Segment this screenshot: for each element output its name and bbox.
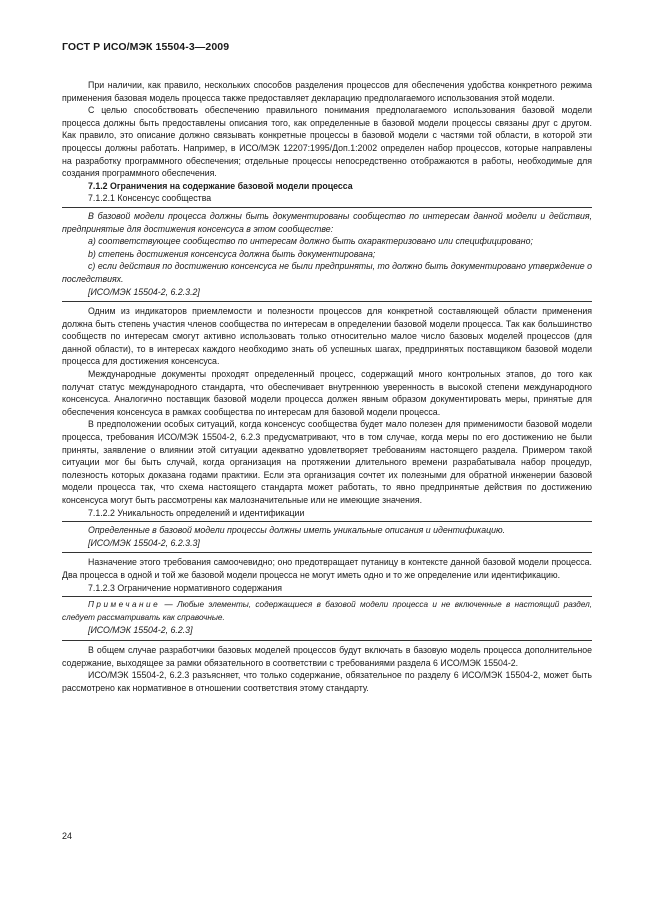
paragraph: Назначение этого требования самоочевидно; оно предотвращает путаницу в контексте данной базовой модели процесса. Два процесса в одной и той же базовой модели процесса не могут иметь одно и то же определение или идентификацию. (62, 557, 592, 580)
requirement-item: b) степень достижения консенсуса должна быть документирована; (88, 248, 376, 259)
requirement-item: a) соответствующее сообщество по интересам должно быть охарактеризовано или специфицировано; (88, 236, 533, 247)
requirement-text: В базовой модели процесса должны быть документированы сообщество по интересам данной модели и действия, предпринятые для достижения консенсуса в этом сообществе: (62, 210, 592, 234)
requirement-reference: [ИСО/МЭК 15504-2, 6.2.3.2] (88, 286, 200, 297)
paragraph: В общем случае разработчики базовых моделей процессов будут включать в базовую модель процесса дополнительное содержание, выходящее за рамки обязательного в соответствии с требованиями раздела 6 ИСО/МЭК 15504-2. (62, 644, 592, 668)
section-heading-7-1-2: 7.1.2 Ограничения на содержание базовой модели процесса (88, 180, 353, 191)
subsection-heading-7-1-2-2: 7.1.2.2 Уникальность определений и идентификации (88, 507, 305, 518)
page-number: 24 (62, 831, 73, 841)
note (62, 599, 592, 624)
note-text: — Любые элементы, содержащиеся в базовой модели процесса и не включенные в настоящий раздел, следует рассматривать как справочные. (62, 600, 592, 622)
paragraph: С целью способствовать обеспечению правильного понимания предполагаемого использования базовой модели процесса должны быть предоставлены описания того, как определенные в базовой модели процессы связаны друг с другом. Как правило, это описание должно связывать конкретные процессы в базовой модели с частями той области, в которой эти процессы должны работать. Например, в ИСО/МЭК 12207:1995/Доп.1:2002 определен набор процессов, которые направлены на разработку программного обеспечения; отдельные процессы непосредственно отображаются в работы, необходимые для создания программного обеспечения. (62, 105, 592, 179)
subsection-heading-7-1-2-3: 7.1.2.3 Ограничение нормативного содержания (88, 582, 283, 593)
requirement-box (62, 207, 592, 302)
paragraph: Международные документы проходят определенный процесс, содержащий много контрольных этапов, до того как получат статус международного стандарта, что обеспечивает внутреннюю уверенность в высокой степени международного консенсуса. Аналогично поставщик базовой модели процесса должен явным образом документировать меры, принятые для обеспечения консенсуса в рамках сообщества по интересам для базовой модели процесса. (62, 369, 592, 417)
requirement-reference: [ИСО/МЭК 15504-2, 6.2.3] (88, 625, 193, 636)
requirement-text: Определенные в базовой модели процессы должны иметь уникальные описания и идентификацию. (88, 525, 506, 536)
requirement-reference: [ИСО/МЭК 15504-2, 6.2.3.3] (88, 537, 200, 548)
page-body (62, 79, 592, 694)
paragraph: При наличии, как правило, нескольких способов разделения процессов для обеспечения удобства конкретного режима применения базовая модель процесса также предоставляет декларацию предполагаемого использования этой модели. (62, 80, 592, 103)
requirement-item: c) если действия по достижению консенсуса не были предприняты, то должно быть документировано утверждение о последствиях. (62, 261, 592, 284)
note-label: Примечание (88, 600, 161, 610)
subsection-heading-7-1-2-1: 7.1.2.1 Консенсус сообщества (88, 193, 212, 204)
paragraph: ИСО/МЭК 15504-2, 6.2.3 разъясняет, что только содержание, обязательное по разделу 6 ИСО/МЭК 15504-2, может быть рассмотрено как нормативное в отношении соответствия этому стандарту. (62, 670, 592, 693)
paragraph: Одним из индикаторов приемлемости и полезности процессов для конкретной составляющей области применения должна быть степень участия членов сообщества по интересам в определении базовой модели процесса. Так как большинство сообществ по интересам смогут активно использовать только относительно малое число базовых моделей процессов (для данной области), то в интересах каждого необходимо знать об успешных шагах, предпринятых поставщиком базовой модели процесса для достижения консенсуса. (62, 306, 592, 367)
requirement-box (62, 521, 592, 553)
paragraph: В предположении особых ситуаций, когда консенсус сообщества будет мало полезен для применимости базовой модели процесса, требования ИСО/МЭК 15504-2, 6.2.3 предусматривают, что в том случае, когда меры по его достижению не были приняты, заявление о влиянии этой ситуации адекватно удовлетворяет требованиям настоящего раздела. Примером такой ситуации мог бы быть случай, когда организация на протяжении длительного времени разрабатывала набор процедур, полезность которых доказана годами практики. Если эта организация сочтет их полезными для обратной инженерии базовой модели процесса так, что схема настоящего стандарта может работать, то явно предпринятые действия по достижению консенсуса могут быть рассмотрены как малозначительные или не имеющие значения. (62, 419, 592, 505)
requirement-box (62, 596, 592, 641)
running-header: ГОСТ Р ИСО/МЭК 15504-3—2009 (62, 41, 230, 53)
